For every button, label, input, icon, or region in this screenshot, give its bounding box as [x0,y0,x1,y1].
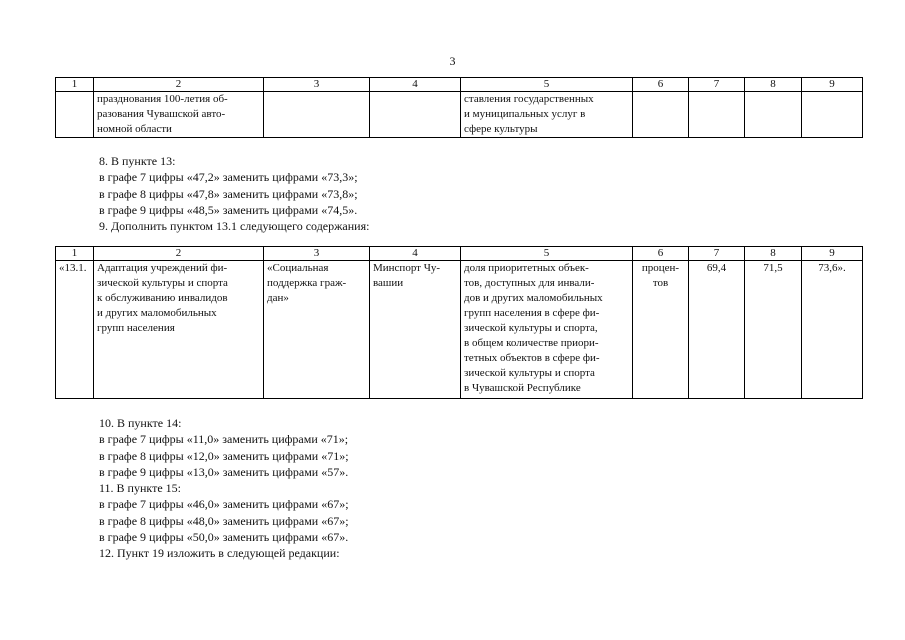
col-header: 4 [370,247,461,261]
table-continuation [55,77,863,138]
cell-measure-name [94,261,264,399]
cell [56,92,94,138]
text-line: в графе 8 цифры «47,8» заменить цифрами «73,8»; [99,186,358,201]
cell-line: Адаптация учреждений фи- [97,262,228,274]
table-header-row [56,247,863,261]
cell-value-col8: 71,5 [745,261,802,399]
cell-line: в Чувашской Республике [464,382,581,394]
cell-line: зической культуры и спорта [464,367,595,379]
col-header: 2 [94,78,264,92]
col-header: 3 [264,78,370,92]
text-line: 9. Дополнить пунктом 13.1 следующего содержания: [99,219,370,234]
table-row [56,261,863,399]
text-line: 12. Пункт 19 изложить в следующей редакции: [99,546,340,561]
col-header: 1 [56,78,94,92]
amendment-text-1 [99,153,369,234]
cell [370,92,461,138]
col-header: 6 [633,78,689,92]
cell-line: дов и других маломобильных [464,292,603,304]
cell [802,92,863,138]
cell [633,92,689,138]
cell-indicator [461,92,633,138]
cell [264,92,370,138]
cell-line: доля приоритетных объек- [464,262,589,274]
cell-value-col9: 73,6». [802,261,863,399]
cell-line: дан» [267,292,289,304]
table-row [56,92,863,138]
col-header: 8 [745,78,802,92]
cell-line: сфере культуры [464,123,538,135]
cell-line: поддержка граж- [267,277,347,289]
cell-indicator [461,261,633,399]
col-header: 3 [264,247,370,261]
text-line: в графе 8 цифры «12,0» заменить цифрами «71»; [99,448,349,463]
cell-executor [370,261,461,399]
cell-line: зической культуры и спорта, [464,322,598,334]
cell-line: процен- [641,262,680,274]
cell-line: «Социальная [267,262,329,274]
table-header-row [56,78,863,92]
cell-line: празднования 100-летия об- [97,93,228,105]
col-header: 4 [370,78,461,92]
cell-value-col7: 69,4 [689,261,745,399]
cell-line: к обслуживанию инвалидов [97,292,228,304]
col-header: 8 [745,247,802,261]
cell-program [264,261,370,399]
text-line: в графе 8 цифры «48,0» заменить цифрами «67»; [99,513,349,528]
col-header: 5 [461,247,633,261]
page-number: 3 [449,54,456,68]
col-header: 9 [802,78,863,92]
text-line: в графе 7 цифры «46,0» заменить цифрами «67»; [99,497,349,512]
text-line: в графе 7 цифры «47,2» заменить цифрами «73,3»; [99,170,358,185]
col-header: 6 [633,247,689,261]
text-line: в графе 9 цифры «13,0» заменить цифрами «57». [99,464,349,479]
cell-line: тетных объектов в сфере фи- [464,352,600,364]
table-new-item [55,246,863,399]
col-header: 9 [802,247,863,261]
cell-line: и муниципальных услуг в [464,108,586,120]
col-header: 5 [461,78,633,92]
cell-measure-name [94,92,264,138]
col-header: 7 [689,78,745,92]
text-line: 8. В пункте 13: [99,154,176,168]
col-header: 2 [94,247,264,261]
cell-line: и других маломобильных [97,307,217,319]
text-line: в графе 9 цифры «48,5» заменить цифрами «74,5». [99,202,358,217]
cell-line: вашии [373,277,404,289]
text-line: в графе 9 цифры «50,0» заменить цифрами «67». [99,530,349,545]
cell-line: групп населения [97,322,175,334]
amendment-text-2 [99,415,349,562]
cell [745,92,802,138]
cell-line: разования Чувашской авто- [97,108,226,120]
col-header: 7 [689,247,745,261]
cell-line: в общем количестве приори- [464,337,599,349]
col-header: 1 [56,247,94,261]
cell-line: тов, доступных для инвали- [464,277,595,289]
cell-line: зической культуры и спорта [97,277,228,289]
cell-line: групп населения в сфере фи- [464,307,600,319]
cell-line: ставления государственных [464,93,594,105]
cell-item-number: «13.1. [56,261,94,399]
cell-unit [633,261,689,399]
cell [689,92,745,138]
text-line: 10. В пункте 14: [99,416,182,430]
cell-line: тов [652,277,669,289]
text-line: в графе 7 цифры «11,0» заменить цифрами «71»; [99,432,349,447]
text-line: 11. В пункте 15: [99,481,181,496]
cell-line: Минспорт Чу- [373,262,441,274]
cell-line: номной области [97,123,172,135]
